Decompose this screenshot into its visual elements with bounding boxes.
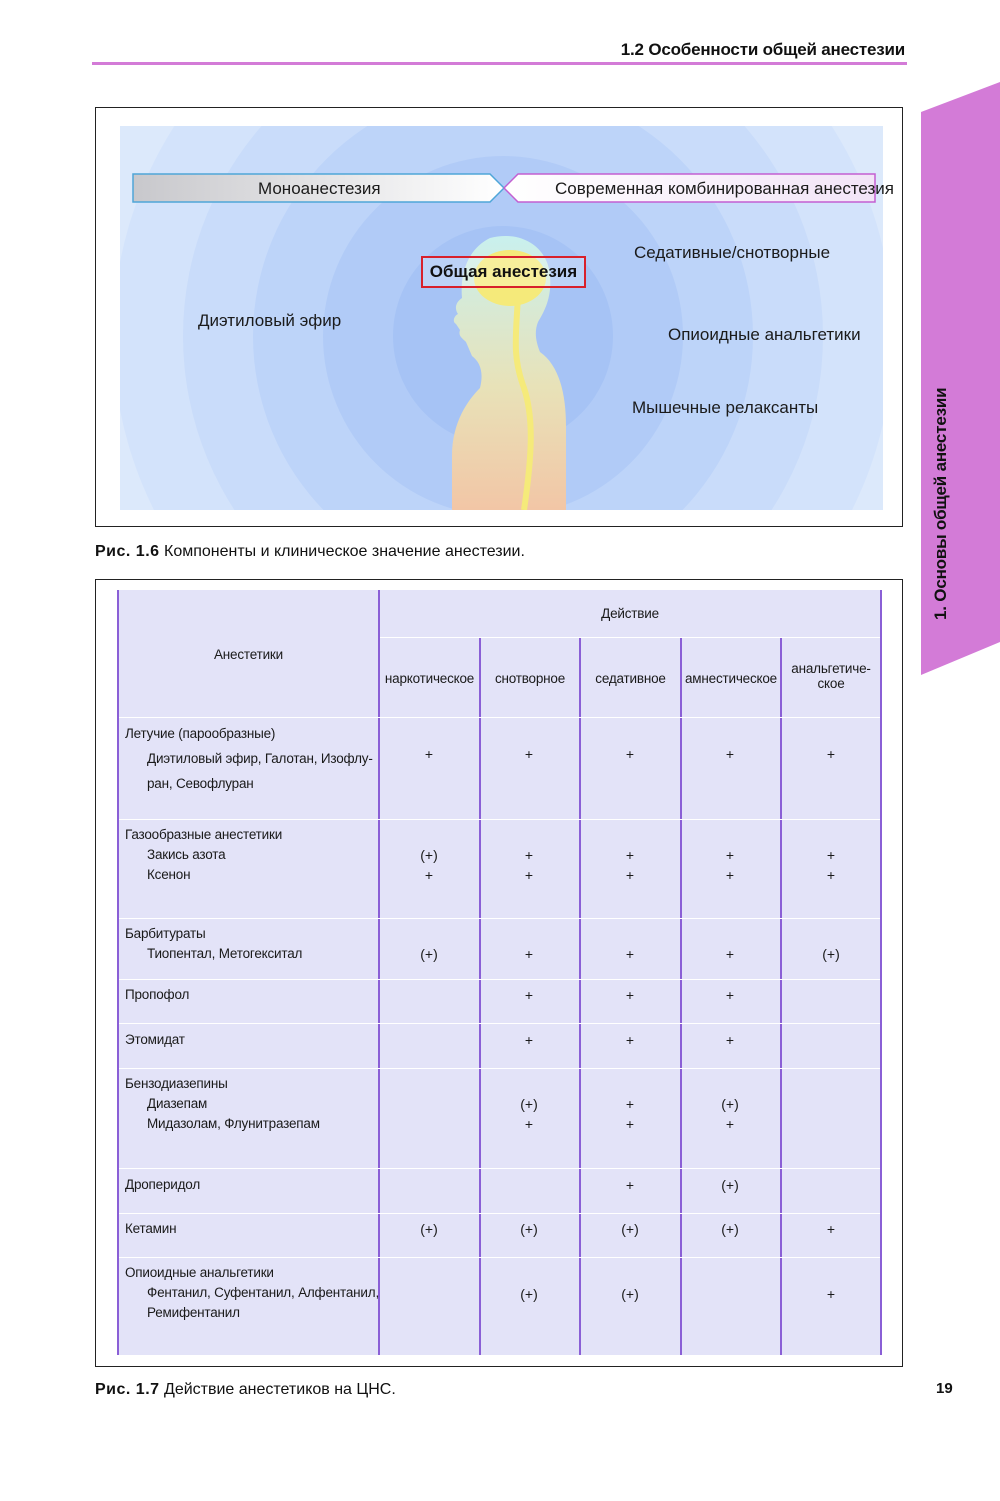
- table-mark: +: [625, 1177, 635, 1193]
- combined-anesthesia-label: Современная комбинированная анестезия: [555, 179, 895, 198]
- table-mark: +: [424, 746, 434, 762]
- general-anesthesia-label: Общая анестезия: [421, 256, 586, 288]
- table-mark: +: [524, 987, 534, 1003]
- running-header: 1.2 Особенности общей анестезии: [620, 40, 905, 59]
- row-volatile-sub: ран, Севофлуран: [147, 776, 254, 791]
- row-benzodiazepines-sub: Мидазолам, Флунитразепам: [147, 1116, 320, 1131]
- table-mark: +: [826, 1286, 836, 1302]
- table-mark: (+): [520, 1221, 538, 1237]
- table-mark: +: [625, 987, 635, 1003]
- table-row-divider: [119, 1023, 880, 1024]
- table-mark: +: [524, 1032, 534, 1048]
- table-grid-line: [378, 590, 380, 1355]
- header-analgesic: [782, 661, 880, 691]
- row-benzodiazepines-group: Бензодиазепины: [125, 1076, 228, 1091]
- table-mark: (+): [420, 1221, 438, 1237]
- mono-anesthesia-label: Моноанестезия: [258, 179, 381, 198]
- header-anesthetics: Анестетики: [214, 647, 283, 662]
- table-mark: (+): [822, 946, 840, 962]
- header-analgesic-line-1: анальгетиче-: [791, 661, 871, 676]
- figure-1-6-number: Рис. 1.6: [95, 543, 160, 560]
- table-mark: +: [625, 746, 635, 762]
- table-mark: (+): [420, 847, 438, 863]
- table-row-divider: [119, 819, 880, 820]
- table-mark: +: [524, 746, 534, 762]
- table-mark: +: [725, 746, 735, 762]
- row-etomidate: Этомидат: [125, 1032, 185, 1047]
- table-mark: (+): [520, 1286, 538, 1302]
- figure-1-6-caption-text: Компоненты и клиническое значение анестезии.: [159, 543, 525, 560]
- table-mark: +: [725, 987, 735, 1003]
- table-mark: +: [725, 946, 735, 962]
- side-tab-label: 1. Основы общей анестезии: [931, 387, 950, 620]
- figure-1-7-caption-text: Действие анестетиков на ЦНС.: [159, 1381, 396, 1398]
- table-mark: +: [625, 946, 635, 962]
- table-mark: (+): [621, 1221, 639, 1237]
- table-mark: +: [725, 847, 735, 863]
- row-opioids-sub: Фентанил, Суфентанил, Алфентанил,: [147, 1285, 379, 1300]
- table-grid-line: [579, 637, 581, 1355]
- table-row-divider: [119, 1168, 880, 1169]
- table-row-divider: [119, 979, 880, 980]
- table-mark: +: [625, 847, 635, 863]
- table-mark: +: [725, 867, 735, 883]
- table-grid-line: [117, 590, 119, 1355]
- table-grid-line: [680, 637, 682, 1355]
- table-mark: (+): [721, 1221, 739, 1237]
- table-row-divider: [119, 1257, 880, 1258]
- table-mark: +: [826, 867, 836, 883]
- row-opioids-sub: Ремифентанил: [147, 1305, 240, 1320]
- row-volatile-sub: Диэтиловый эфир, Галотан, Изофлу-: [147, 751, 373, 766]
- anesthetics-table: [118, 590, 881, 1355]
- row-barbiturates-sub: Тиопентал, Метогекситал: [147, 946, 303, 961]
- table-mark: +: [725, 1116, 735, 1132]
- header-analgesic-line-2: ское: [817, 676, 845, 691]
- table-mark: +: [625, 1096, 635, 1112]
- table-grid-line: [479, 637, 481, 1355]
- table-mark: (+): [621, 1286, 639, 1302]
- table-row-divider: [119, 717, 880, 718]
- table-mark: +: [725, 1032, 735, 1048]
- table-mark: +: [524, 1116, 534, 1132]
- diethyl-ether-label: Диэтиловый эфир: [198, 311, 342, 330]
- row-volatile-group: Летучие (парообразные): [125, 726, 276, 741]
- figure-1-7-number: Рис. 1.7: [95, 1381, 160, 1398]
- table-grid-line: [780, 637, 782, 1355]
- table-mark: +: [625, 867, 635, 883]
- table-mark: +: [625, 1032, 635, 1048]
- row-gaseous-sub: Закись азота: [147, 847, 226, 862]
- page-number: 19: [936, 1380, 953, 1397]
- table-row-divider: [119, 1213, 880, 1214]
- header-action: Действие: [601, 606, 659, 621]
- row-propofol: Пропофол: [125, 987, 190, 1002]
- table-mark: (+): [721, 1177, 739, 1193]
- table-mark: +: [524, 847, 534, 863]
- table-mark: (+): [721, 1096, 739, 1112]
- opioid-label: Опиоидные анальгетики: [668, 325, 861, 344]
- header-narcotic: наркотическое: [384, 671, 475, 686]
- row-ketamine: Кетамин: [125, 1221, 177, 1236]
- row-gaseous-group: Газообразные анестетики: [125, 827, 283, 842]
- table-row-divider: [380, 637, 880, 638]
- row-barbiturates-group: Барбитураты: [125, 926, 206, 941]
- table-row-divider: [119, 1068, 880, 1069]
- table-mark: +: [826, 746, 836, 762]
- table-grid-line: [880, 590, 882, 1355]
- table-mark: (+): [520, 1096, 538, 1112]
- header-amnestic: амнестическое: [685, 671, 777, 686]
- header-rule: [92, 62, 907, 65]
- sedative-label: Седативные/снотворные: [634, 243, 831, 262]
- table-mark: +: [826, 1221, 836, 1237]
- row-gaseous-sub: Ксенон: [147, 867, 191, 882]
- table-mark: +: [826, 847, 836, 863]
- row-opioids-group: Опиоидные анальгетики: [125, 1265, 274, 1280]
- table-mark: +: [524, 946, 534, 962]
- table-mark: (+): [420, 946, 438, 962]
- muscle-relaxant-label: Мышечные релаксанты: [632, 398, 819, 417]
- table-row-divider: [119, 918, 880, 919]
- figure-1-6-caption: [95, 543, 525, 561]
- table-mark: +: [424, 867, 434, 883]
- table-mark: +: [625, 1116, 635, 1132]
- header-hypnotic: снотворное: [494, 671, 566, 686]
- row-droperidol: Дроперидол: [125, 1177, 200, 1192]
- figure-1-7-caption: [95, 1381, 396, 1399]
- row-benzodiazepines-sub: Диазепам: [147, 1096, 208, 1111]
- header-sedative: седативное: [595, 671, 666, 686]
- table-mark: +: [524, 867, 534, 883]
